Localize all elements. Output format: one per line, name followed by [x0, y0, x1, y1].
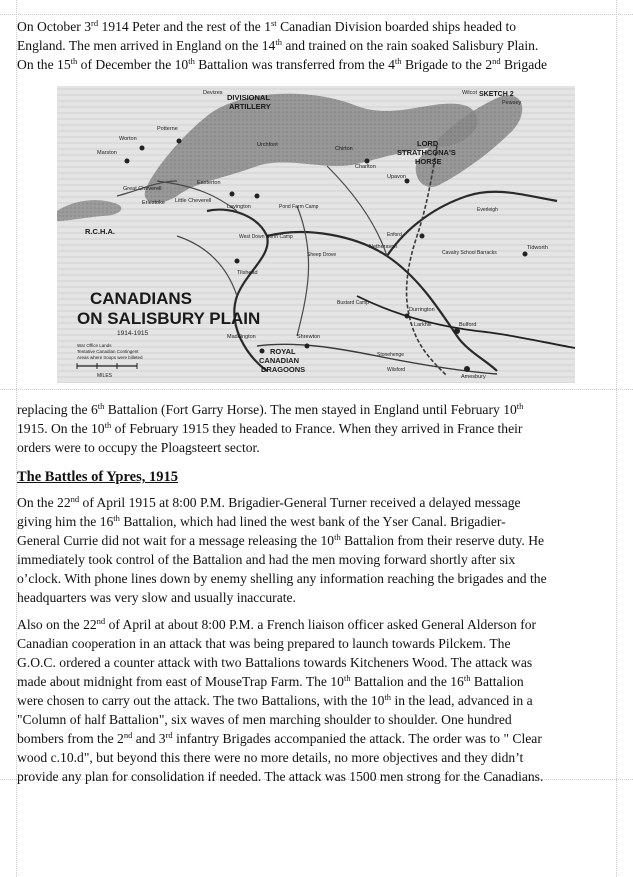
text-line	[17, 550, 617, 569]
text-run: headquarters was very slow and usually inaccurate.	[17, 590, 296, 605]
text-run: infantry Brigades accompanied the attack. The order was to " Clear	[172, 731, 542, 746]
ordinal-suffix: nd	[96, 616, 106, 626]
map-label-dragoons: DRAGOONS	[261, 365, 306, 374]
ordinal-suffix: rd	[165, 730, 173, 740]
map-town-chirton: Chirton	[335, 146, 353, 152]
text-line	[17, 710, 617, 729]
map-label-horse: HORSE	[415, 157, 442, 166]
map-label-rcha: R.C.H.A.	[85, 227, 115, 236]
map-town-tidworth: Tidworth	[527, 245, 548, 251]
text-line	[17, 493, 617, 512]
map-sketch-number: SKETCH 2	[479, 91, 514, 98]
text-line	[17, 569, 617, 588]
page-margin-mid-guide	[0, 389, 633, 390]
ordinal-suffix: th	[394, 56, 402, 66]
text-run: Battalion was transferred from the 4	[194, 57, 395, 72]
paragraph-arrival-england	[17, 17, 617, 74]
text-run: were chosen to carry out the attack. The two Battalions, with the 10	[17, 693, 385, 708]
text-run: provide any plan for consolidation if needed. The attack was 1500 men strong for the Canadians.	[17, 769, 544, 784]
map-town-wilcot: Wilcot	[462, 90, 477, 96]
ordinal-suffix: nd	[123, 730, 133, 740]
map-stonehenge: Stonehenge	[377, 352, 404, 358]
text-line	[17, 748, 617, 767]
ordinal-suffix: nd	[492, 56, 501, 66]
map-town-upavon: Upavon	[387, 174, 406, 180]
map-sheep-drove: Sheep Drove	[307, 252, 337, 258]
ordinal-suffix: st	[271, 18, 277, 28]
text-line	[17, 55, 617, 74]
section-heading-ypres: The Battles of Ypres, 1915	[17, 469, 178, 485]
map-town-easterton: Easterton	[197, 180, 221, 186]
map-town-great-cheverell: Great Cheverell	[123, 186, 162, 192]
map-town-urchfont: Urchfont	[257, 142, 278, 148]
ordinal-suffix: th	[97, 401, 105, 411]
text-run: of December the 10	[77, 57, 189, 72]
text-run: Battalion and the 16	[350, 674, 464, 689]
text-line	[17, 588, 617, 607]
text-run: Canadian Division boarded ships headed to	[276, 19, 517, 34]
map-town-lavington: Lavington	[227, 204, 251, 210]
text-run: 1915. On the 10	[17, 421, 105, 436]
map-town-maddington: Maddington	[227, 334, 256, 340]
map-credit-line1: War Office Lands	[77, 343, 112, 348]
map-town-durrington: Durrington	[409, 307, 435, 313]
map-town-wilsford: Wilsford	[387, 367, 406, 373]
ordinal-suffix: th	[113, 513, 120, 523]
text-run: of February 1915 they headed to France. When they arrived in France their	[111, 421, 523, 436]
ordinal-suffix: th	[188, 56, 195, 66]
text-run: Battalion from their reserve duty. He	[340, 533, 545, 548]
map-title-line1: CANADIANS	[90, 289, 192, 308]
map-town-erlestoke: Erlestoke	[142, 200, 165, 206]
text-line	[17, 615, 617, 634]
ordinal-suffix: th	[334, 532, 341, 542]
ordinal-suffix: rd	[91, 18, 99, 28]
text-run: 1914 Peter and the rest of the 1	[98, 19, 271, 34]
text-run: wood c.10.d", but beyond this there were no more details, no more objectives and they didn’t	[17, 750, 524, 765]
text-run: orders were to occupy the Ploagsteert sector.	[17, 440, 260, 455]
text-run: Canadian cooperation in an attack that was being prepared to launch towards Pilckem. The	[17, 636, 511, 651]
map-town-larkhill: Larkhill	[414, 322, 432, 328]
salisbury-plain-map	[57, 86, 575, 383]
map-label-royal: ROYAL	[270, 347, 296, 356]
text-line	[17, 36, 617, 55]
text-line	[17, 653, 617, 672]
map-label-divisional: DIVISIONAL	[227, 93, 270, 102]
ordinal-suffix: th	[70, 56, 78, 66]
ordinal-suffix: th	[343, 673, 351, 683]
text-run: "Column of half Battalion", six waves of men marching shoulder to shoulder. One hundred	[17, 712, 512, 727]
map-town-marston: Marston	[97, 150, 117, 156]
map-town-enford: Enford	[387, 232, 402, 238]
text-line	[17, 634, 617, 653]
text-run: immediately took control of the Battalion and had the men moving forward shortly after six	[17, 552, 516, 567]
text-run: Battalion	[470, 674, 524, 689]
text-line	[17, 419, 617, 438]
text-run: G.O.C. ordered a counter attack with two Battalions towards Kitcheners Wood. The attack was	[17, 655, 533, 670]
map-town-potterne: Potterne	[157, 126, 178, 132]
map-town-little-cheverell: Little Cheverell	[175, 198, 212, 204]
paragraph-turner-currie	[17, 493, 617, 607]
text-line	[17, 729, 617, 748]
text-run: On the 22	[17, 495, 71, 510]
text-run: made about midnight from east of MouseTrap Farm. The 10	[17, 674, 344, 689]
map-town-amesbury: Amesbury	[461, 374, 486, 380]
map-town-everleigh: Everleigh	[477, 207, 498, 213]
map-credit-line3: Areas where troops were billeted	[77, 355, 143, 360]
map-town-devizes: Devizes	[203, 90, 223, 96]
text-run: Brigade	[500, 57, 548, 72]
text-line	[17, 17, 617, 36]
map-title-years: 1914-1915	[117, 330, 149, 337]
paragraph-england-to-france	[17, 400, 617, 457]
map-scale-label: MILES	[97, 373, 113, 379]
map-camp-bustard: Bustard Camp	[337, 300, 369, 306]
text-run: in the lead, advanced in a	[391, 693, 533, 708]
text-run: and 3	[132, 731, 166, 746]
ordinal-suffix: nd	[70, 494, 80, 504]
map-town-tilshead: Tilshead	[237, 270, 258, 276]
map-town-shrewton: Shrewton	[297, 334, 321, 340]
map-label-canadian: CANADIAN	[259, 356, 299, 365]
text-run: England. The men arrived in England on the 14	[17, 38, 276, 53]
text-run: o’clock. With phone lines down by enemy shelling any information reaching the brigades and the	[17, 571, 547, 586]
text-run: of April at about 8:00 P.M. a French liaison officer asked General Alderson for	[105, 617, 537, 632]
text-line	[17, 512, 617, 531]
text-run: Also on the 22	[17, 617, 97, 632]
page-margin-top-guide	[0, 14, 633, 15]
map-title-line2: ON SALISBURY PLAIN	[77, 309, 261, 328]
map-town-worton: Worton	[119, 136, 137, 142]
ordinal-suffix: th	[275, 37, 282, 47]
text-run: bombers from the 2	[17, 731, 124, 746]
map-camp-westdown: West Down North Camp	[239, 234, 293, 240]
text-run: On October 3	[17, 19, 91, 34]
text-run: of April 1915 at 8:00 P.M. Brigadier-General Turner received a delayed message	[79, 495, 521, 510]
ordinal-suffix: th	[463, 673, 471, 683]
ordinal-suffix: th	[516, 401, 524, 411]
text-run: and trained on the rain soaked Salisbury Plain.	[281, 38, 539, 53]
ordinal-suffix: th	[384, 692, 392, 702]
ordinal-suffix: th	[104, 420, 112, 430]
text-line	[17, 438, 617, 457]
text-line	[17, 691, 617, 710]
text-line	[17, 672, 617, 691]
text-line	[17, 767, 617, 786]
map-cavalry-school: Cavalry School Barracks	[442, 250, 497, 256]
map-camp-pond-farm: Pond Farm Camp	[279, 204, 319, 210]
map-label-artillery: ARTILLERY	[229, 102, 271, 111]
map-town-pewsey: Pewsey	[502, 100, 522, 106]
map-town-bulford: Bulford	[459, 322, 477, 328]
map-credit-line2: Tentative Canadian Contingent	[77, 349, 139, 354]
map-town-netheravon: Netheravon	[369, 244, 398, 250]
text-run: On the 15	[17, 57, 71, 72]
map-label-strathcona: STRATHCONA'S	[397, 148, 456, 157]
text-run: Battalion, which had lined the west bank of the Yser Canal. Brigadier-	[119, 514, 506, 529]
text-run: Brigade to the 2	[401, 57, 493, 72]
text-run: giving him the 16	[17, 514, 114, 529]
text-line	[17, 400, 617, 419]
text-run: Battalion (Fort Garry Horse). The men stayed in England until February 10	[104, 402, 517, 417]
map-town-charlton: Charlton	[355, 164, 376, 170]
text-line	[17, 531, 617, 550]
text-run: General Currie did not wait for a message releasing the 10	[17, 533, 335, 548]
text-run: replacing the 6	[17, 402, 98, 417]
paragraph-kitcheners-wood	[17, 615, 617, 786]
map-label-lord: LORD	[417, 139, 439, 148]
